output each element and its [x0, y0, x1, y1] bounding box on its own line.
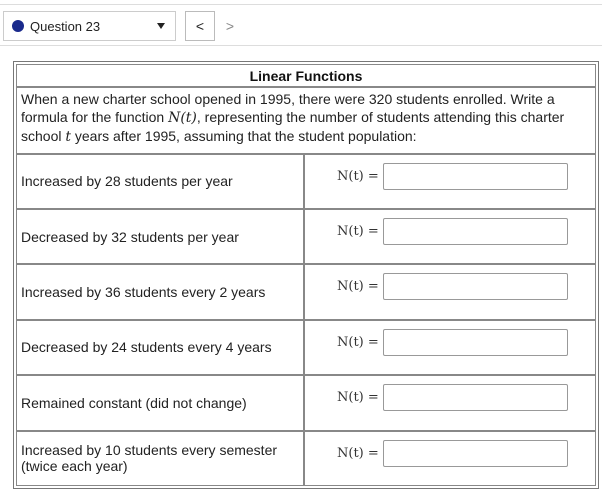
- table-row: [16, 209, 596, 264]
- answer-prefix: N(t) =: [337, 445, 379, 461]
- answer-input-6[interactable]: [383, 440, 568, 467]
- answer-input-5[interactable]: [383, 384, 568, 411]
- answer-prefix: N(t) =: [337, 390, 379, 406]
- previous-question-button[interactable]: [185, 11, 215, 41]
- next-question-button[interactable]: [215, 11, 245, 41]
- condition-label: Decreased by 32 students per year: [16, 209, 304, 264]
- desc-variable: t: [65, 129, 71, 146]
- table-row: [16, 431, 596, 486]
- answer-cell: [304, 375, 596, 430]
- answer-input-4[interactable]: [383, 329, 568, 356]
- answer-input-1[interactable]: [383, 163, 568, 190]
- problem-title: Linear Functions: [16, 64, 596, 87]
- answer-prefix: N(t) =: [337, 279, 379, 295]
- desc-text-3: years after 1995, assuming that the student population:: [71, 128, 417, 145]
- question-select[interactable]: [3, 11, 176, 41]
- desc-text-1: When a new charter school opened in 1995, there were 320 students enrolled. Write a formula for the function: [21, 91, 555, 126]
- question-label: Question 23: [30, 18, 101, 34]
- table-row: [16, 154, 596, 209]
- answer-cell: [304, 431, 596, 486]
- condition-label: Increased by 36 students every 2 years: [16, 264, 304, 319]
- answer-input-2[interactable]: [383, 218, 568, 245]
- answer-prefix: N(t) =: [337, 334, 379, 350]
- condition-label: Increased by 28 students per year: [16, 154, 304, 209]
- answer-input-3[interactable]: [383, 273, 568, 300]
- answer-cell: [304, 154, 596, 209]
- answer-cell: [304, 320, 596, 375]
- table-row: [16, 264, 596, 319]
- answer-cell: [304, 209, 596, 264]
- table-row: [16, 375, 596, 430]
- desc-function: N(t): [168, 110, 197, 127]
- answer-prefix: N(t) =: [337, 168, 379, 184]
- answer-cell: [304, 264, 596, 319]
- table-row: [16, 320, 596, 375]
- chevron-right-icon: >: [225, 18, 235, 34]
- caret-down-icon: [157, 23, 165, 29]
- problem-description: [16, 87, 596, 153]
- answer-prefix: N(t) =: [337, 223, 379, 239]
- problem-box: [13, 61, 599, 489]
- chevron-left-icon: <: [195, 18, 205, 34]
- condition-label: Increased by 10 students every semester (twice each year): [16, 431, 304, 486]
- condition-label: Remained constant (did not change): [16, 375, 304, 430]
- question-nav-bar: [0, 4, 602, 46]
- status-dot-icon: [12, 20, 24, 32]
- desc-text-2: , representing the number of students attending this charter school: [21, 109, 565, 145]
- problem-table: [16, 64, 596, 486]
- condition-label: Decreased by 24 students every 4 years: [16, 320, 304, 375]
